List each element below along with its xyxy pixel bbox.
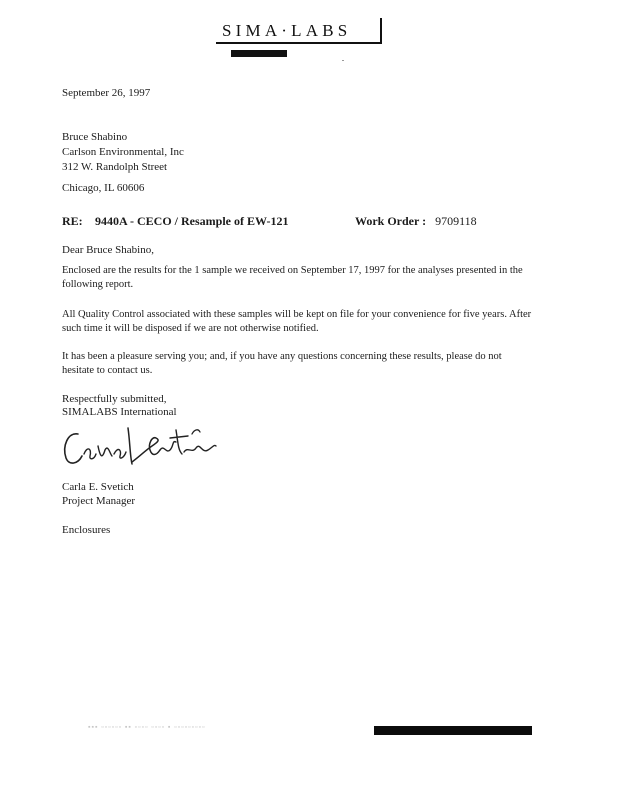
letterhead-logo xyxy=(216,18,382,44)
work-order xyxy=(355,214,477,228)
logo-text: SIMA·LABS xyxy=(222,21,352,40)
recipient-name: Bruce Shabino xyxy=(62,131,128,143)
salutation: Dear Bruce Shabino, xyxy=(62,244,154,256)
work-order-value: 9709118 xyxy=(435,214,477,228)
signer-title: Project Manager xyxy=(62,495,135,507)
subject-line xyxy=(62,214,289,228)
body-paragraph-3: It has been a pleasure serving you; and, if you have any questions concerning these results, please do not hesitate to contact us. xyxy=(62,351,502,376)
letter-date: September 26, 1997 xyxy=(62,87,151,99)
enclosures-note: Enclosures xyxy=(62,524,111,536)
recipient-city: Chicago, IL 60606 xyxy=(62,182,145,194)
signer-name: Carla E. Svetich xyxy=(62,481,134,493)
closing-line-2: SIMALABS International xyxy=(62,406,177,418)
handwritten-signature xyxy=(60,420,220,472)
redaction-bar xyxy=(374,726,532,735)
scan-speck xyxy=(342,60,344,61)
logo-underline-bar xyxy=(231,50,287,57)
closing-block xyxy=(62,393,177,419)
body-paragraph-1: Enclosed are the results for the 1 sample we received on September 17, 1997 for the analyses presented in the following report. xyxy=(62,265,523,290)
signer-block xyxy=(62,480,135,508)
recipient-address xyxy=(62,130,184,175)
recipient-company: Carlson Environmental, Inc xyxy=(62,146,184,158)
re-label: RE: xyxy=(62,214,83,228)
faint-footer-text: ▪▪▪ ▫▫▫▫▫▫ ▪▪ ▫▫▫▫ ▫▫▫▫ ▪ ▫▫▫▫▫▫▫▫▫ xyxy=(88,723,206,731)
body-paragraph-2: All Quality Control associated with these samples will be kept on file for your convenience for five years. After such time it will be disposed if we are not otherwise notified. xyxy=(62,309,532,334)
recipient-street: 312 W. Randolph Street xyxy=(62,161,168,173)
closing-line-1: Respectfully submitted, xyxy=(62,393,167,405)
work-order-label: Work Order : xyxy=(355,214,427,228)
re-value: 9440A - CECO / Resample of EW-121 xyxy=(95,214,289,228)
